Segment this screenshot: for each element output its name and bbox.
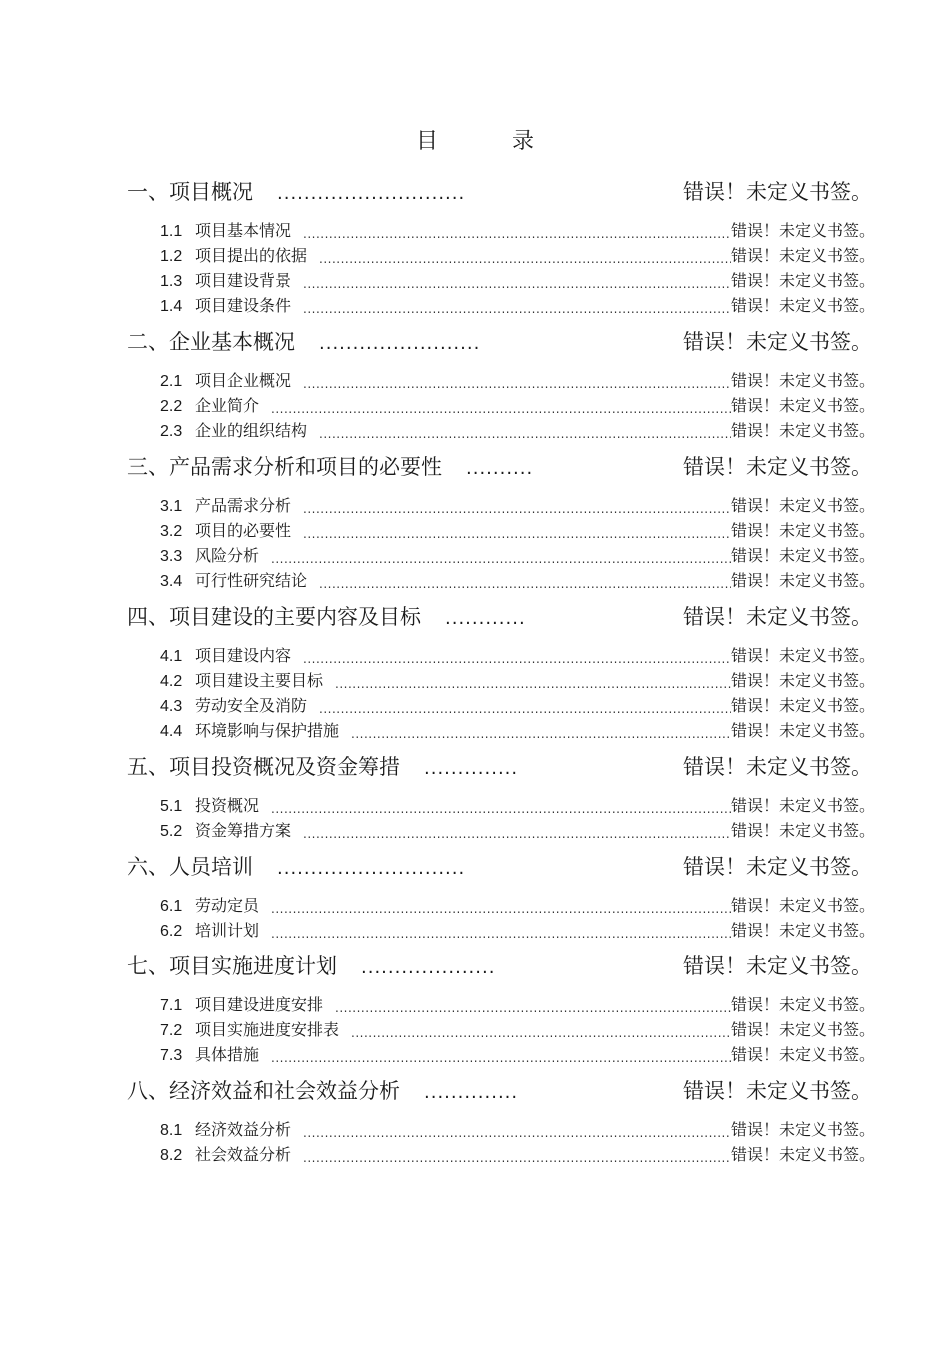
section-page-ref: 错误！未定义书签。 — [730, 696, 875, 715]
section-dot-leader — [303, 527, 731, 539]
section-dot-leader — [335, 1001, 731, 1013]
section-title: 产品需求分析 — [195, 496, 292, 515]
section-page-ref: 错误！未定义书签。 — [730, 521, 875, 540]
section-page-ref: 错误！未定义书签。 — [730, 546, 875, 565]
section-number: 6.2 — [160, 923, 183, 940]
section-dot-leader — [271, 902, 731, 914]
section-number: 4.2 — [160, 673, 183, 690]
section-page-ref: 错误！未定义书签。 — [730, 671, 875, 690]
chapter-dot-leader: ............ — [445, 608, 526, 629]
section-number: 3.1 — [160, 498, 183, 515]
section-title: 项目基本情况 — [195, 221, 292, 240]
toc-section[interactable] — [160, 293, 875, 316]
section-dot-leader — [303, 227, 731, 239]
chapter-title: 二、企业基本概况 — [127, 330, 295, 354]
chapter-dot-leader: .................... — [361, 957, 496, 978]
section-dot-leader — [303, 827, 731, 839]
section-title: 项目建设背景 — [195, 271, 292, 290]
section-page-ref: 错误！未定义书签。 — [730, 396, 875, 415]
chapter-title: 六、人员培训 — [127, 855, 253, 879]
chapter-dot-leader: ............................ — [277, 183, 466, 204]
chapter-dot-leader: ............................ — [277, 858, 466, 879]
section-title: 项目建设内容 — [195, 646, 292, 665]
toc-section[interactable] — [160, 268, 875, 291]
section-number: 1.4 — [160, 298, 183, 315]
section-dot-leader — [303, 377, 731, 389]
section-number: 8.1 — [160, 1122, 183, 1139]
chapter-page-ref: 错误！未定义书签。 — [683, 605, 872, 629]
toc-section[interactable] — [160, 992, 875, 1015]
toc-section[interactable] — [160, 918, 875, 941]
section-number: 2.2 — [160, 398, 183, 415]
section-page-ref: 错误！未定义书签。 — [730, 296, 875, 315]
toc-section[interactable] — [160, 793, 875, 816]
section-page-ref: 错误！未定义书签。 — [730, 921, 875, 940]
toc-section[interactable] — [160, 1117, 875, 1140]
section-page-ref: 错误！未定义书签。 — [730, 1020, 875, 1039]
toc-section[interactable] — [160, 218, 875, 241]
section-title: 培训计划 — [195, 921, 260, 940]
toc-chapter[interactable] — [127, 1075, 872, 1105]
toc-chapter[interactable] — [127, 601, 872, 631]
section-title: 可行性研究结论 — [195, 571, 308, 590]
section-number: 3.4 — [160, 573, 183, 590]
section-title: 风险分析 — [195, 546, 260, 565]
section-page-ref: 错误！未定义书签。 — [730, 646, 875, 665]
section-page-ref: 错误！未定义书签。 — [730, 796, 875, 815]
section-dot-leader — [319, 252, 731, 264]
section-number: 6.1 — [160, 898, 183, 915]
section-number: 5.1 — [160, 798, 183, 815]
section-page-ref: 错误！未定义书签。 — [730, 571, 875, 590]
toc-section[interactable] — [160, 1142, 875, 1165]
toc-section[interactable] — [160, 693, 875, 716]
section-title: 项目的必要性 — [195, 521, 292, 540]
section-number: 8.2 — [160, 1147, 183, 1164]
toc-section[interactable] — [160, 393, 875, 416]
section-page-ref: 错误！未定义书签。 — [730, 1045, 875, 1064]
toc-chapter[interactable] — [127, 751, 872, 781]
section-number: 4.1 — [160, 648, 183, 665]
section-title: 企业简介 — [195, 396, 260, 415]
section-title: 投资概况 — [195, 796, 260, 815]
section-page-ref: 错误！未定义书签。 — [730, 995, 875, 1014]
section-page-ref: 错误！未定义书签。 — [730, 271, 875, 290]
toc-section[interactable] — [160, 893, 875, 916]
section-number: 7.2 — [160, 1022, 183, 1039]
section-number: 2.1 — [160, 373, 183, 390]
toc-section[interactable] — [160, 643, 875, 666]
section-page-ref: 错误！未定义书签。 — [730, 1120, 875, 1139]
section-dot-leader — [303, 502, 731, 514]
section-page-ref: 错误！未定义书签。 — [730, 496, 875, 515]
section-page-ref: 错误！未定义书签。 — [730, 221, 875, 240]
section-page-ref: 错误！未定义书签。 — [730, 371, 875, 390]
section-title: 劳动定员 — [195, 896, 260, 915]
toc-chapter[interactable] — [127, 851, 872, 881]
section-number: 1.1 — [160, 223, 183, 240]
section-page-ref: 错误！未定义书签。 — [730, 896, 875, 915]
page-title: 目 录 — [415, 129, 560, 154]
chapter-dot-leader: .............. — [424, 1082, 519, 1103]
section-number: 3.2 — [160, 523, 183, 540]
section-dot-leader — [303, 302, 731, 314]
section-number: 4.3 — [160, 698, 183, 715]
section-title: 项目提出的依据 — [195, 246, 308, 265]
section-dot-leader — [319, 577, 731, 589]
section-title: 项目建设主要目标 — [195, 671, 324, 690]
chapter-dot-leader: .......... — [466, 458, 534, 479]
section-title: 企业的组织结构 — [195, 421, 308, 440]
section-number: 7.1 — [160, 997, 183, 1014]
section-title: 具体措施 — [195, 1045, 260, 1064]
section-dot-leader — [303, 652, 731, 664]
toc-chapter[interactable] — [127, 950, 872, 980]
section-dot-leader — [303, 1126, 731, 1138]
chapter-title: 五、项目投资概况及资金筹措 — [127, 755, 400, 779]
chapter-dot-leader: .............. — [424, 758, 519, 779]
chapter-page-ref: 错误！未定义书签。 — [683, 330, 872, 354]
toc-section[interactable] — [160, 368, 875, 391]
section-dot-leader — [303, 277, 731, 289]
section-title: 环境影响与保护措施 — [195, 721, 340, 740]
section-dot-leader — [271, 1051, 731, 1063]
section-dot-leader — [271, 552, 731, 564]
section-title: 资金筹措方案 — [195, 821, 292, 840]
chapter-page-ref: 错误！未定义书签。 — [683, 954, 872, 978]
chapter-title: 八、经济效益和社会效益分析 — [127, 1079, 400, 1103]
section-dot-leader — [351, 727, 731, 739]
toc-section[interactable] — [160, 668, 875, 691]
chapter-page-ref: 错误！未定义书签。 — [683, 455, 872, 479]
section-title: 劳动安全及消防 — [195, 696, 308, 715]
toc-chapter[interactable] — [127, 326, 872, 356]
chapter-page-ref: 错误！未定义书签。 — [683, 755, 872, 779]
section-title: 项目实施进度安排表 — [195, 1020, 340, 1039]
section-title: 项目建设条件 — [195, 296, 292, 315]
toc-section[interactable] — [160, 718, 875, 741]
section-page-ref: 错误！未定义书签。 — [730, 1145, 875, 1164]
toc-chapter[interactable] — [127, 451, 872, 481]
toc-section[interactable] — [160, 418, 875, 441]
section-title: 社会效益分析 — [195, 1145, 292, 1164]
section-dot-leader — [319, 702, 731, 714]
toc-section[interactable] — [160, 568, 875, 591]
toc-section[interactable] — [160, 518, 875, 541]
chapter-dot-leader: ........................ — [319, 333, 481, 354]
toc-section[interactable] — [160, 1042, 875, 1065]
toc-section[interactable] — [160, 818, 875, 841]
chapter-title: 四、项目建设的主要内容及目标 — [127, 605, 421, 629]
toc-section[interactable] — [160, 1017, 875, 1040]
section-number: 7.3 — [160, 1047, 183, 1064]
section-number: 1.3 — [160, 273, 183, 290]
section-title: 项目建设进度安排 — [195, 995, 324, 1014]
chapter-page-ref: 错误！未定义书签。 — [683, 855, 872, 879]
section-page-ref: 错误！未定义书签。 — [730, 246, 875, 265]
toc-section[interactable] — [160, 493, 875, 516]
chapter-title: 七、项目实施进度计划 — [127, 954, 337, 978]
section-dot-leader — [271, 927, 731, 939]
chapter-title: 一、项目概况 — [127, 180, 253, 204]
chapter-title: 三、产品需求分析和项目的必要性 — [127, 455, 442, 479]
section-dot-leader — [271, 402, 731, 414]
toc-section[interactable] — [160, 243, 875, 266]
chapter-page-ref: 错误！未定义书签。 — [683, 180, 872, 204]
section-number: 3.3 — [160, 548, 183, 565]
section-number: 5.2 — [160, 823, 183, 840]
section-dot-leader — [319, 427, 731, 439]
section-dot-leader — [335, 677, 731, 689]
section-number: 1.2 — [160, 248, 183, 265]
chapter-page-ref: 错误！未定义书签。 — [683, 1079, 872, 1103]
section-number: 4.4 — [160, 723, 183, 740]
section-page-ref: 错误！未定义书签。 — [730, 721, 875, 740]
section-dot-leader — [303, 1151, 731, 1163]
section-page-ref: 错误！未定义书签。 — [730, 421, 875, 440]
section-title: 经济效益分析 — [195, 1120, 292, 1139]
section-number: 2.3 — [160, 423, 183, 440]
section-dot-leader — [271, 802, 731, 814]
toc-section[interactable] — [160, 543, 875, 566]
section-dot-leader — [351, 1026, 731, 1038]
toc-chapter[interactable] — [127, 176, 872, 206]
section-title: 项目企业概况 — [195, 371, 292, 390]
section-page-ref: 错误！未定义书签。 — [730, 821, 875, 840]
